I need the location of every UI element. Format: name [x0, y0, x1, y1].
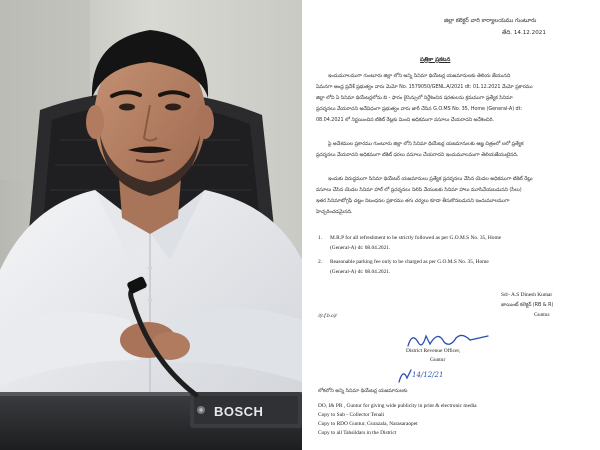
- list-item-1-line-1: M.R.P for all refreshment to be strictly followed as per G.O.M.S No. 35, Home: [330, 235, 502, 241]
- subject-heading: పత్రికా ప్రకటన: [420, 57, 451, 63]
- signatory-place: Guntur.: [534, 312, 551, 318]
- paragraph-1-line-1: ఇందుమూలముగా గుంటూరు జిల్లా లోని అన్ని సినిమా థియేటర్ల యజమానులకు తెలియ జేయునది: [328, 73, 511, 79]
- paragraph-1-line-2: ఏమనగా ఆంధ్ర ప్రదేశ్ ప్రభుత్వం వారు మెమో No. 1579050/GENL.A/2021 dt: 01.12.2021 మేమో ప్రకారము: [316, 84, 533, 90]
- list-item-1-number: 1.: [318, 235, 323, 241]
- press-release-document: [304, 0, 600, 450]
- dro-place: Guntur: [430, 357, 446, 363]
- paragraph-2-line-1: పై అదేశముల ప్రకారము గుంటూరు జిల్లా లోని సినిమా థియేటర్ల యజమానులకు ఆజ్ఞ చిత్రంలో లలో ప్రత్యేక: [328, 141, 524, 147]
- addressed-to: లోకలోని అన్ని సినిమా థియేటర్ల యజమానులకు: [318, 388, 408, 394]
- paragraph-1-line-3: జిల్లా లోని ఏ సినిమా థియేటర్లలోను బి - ఫారం లైసెన్సులో నిర్దేశించిన షరతులను క్రమముగా ప్రత్యేక సినిమా: [316, 95, 513, 101]
- paragraph-3-line-3: ఇతర సినిమాటోగ్రఫీ చట్టం నిబంధనల ప్రకారము తగు చర్యలు కూడా తీసుకొనబడునని ఇందుమూలముగా: [316, 198, 510, 204]
- list-item-2-number: 2.: [318, 259, 323, 265]
- paragraph-1-line-4: ప్రదర్శనలు వేయరాదని అదేవిధంగా ప్రభుత్వం వారు జారీ చేసిన G.O.MS No. 35, Home (General-A) dt:: [316, 106, 523, 112]
- copy-line-4: Copy to all Tahsildars in the District: [318, 430, 397, 436]
- office-title: జిల్లా కలెక్టర్ వారి కార్యాలయము గుంటూరు: [444, 18, 537, 24]
- dro-title: District Revenue Officer,: [406, 348, 461, 354]
- panel-divider: [302, 0, 304, 450]
- list-item-2-line-1: Reasonable parking fee only to be charged as per G.O.M.S No. 35, Home: [330, 259, 489, 265]
- true-copy-mark: /(t.f.b.o)/: [318, 313, 338, 319]
- document-date: తేది. 14.12.2021: [502, 30, 546, 36]
- copy-line-1: DO, I& PR , Guntur for giving wide publicity in print & electronic media: [318, 403, 477, 409]
- signatory-name: Sd/- A.S Dinesh Kumar: [501, 292, 553, 298]
- paragraph-2-line-2: ప్రదర్శనలు వేయరాదని అధికముగా టికెట్ ధరలు వసూలు చేయరాదని ఇందుమూలముగా తెలియజేయుటైనది.: [316, 152, 519, 158]
- paragraph-1-line-5: 08.04.2021 లో నిర్ణయించిన టికెట్ రేట్లకు మించి అధికముగా వసూలు చేయరాదని అదేశించిరి.: [316, 117, 494, 123]
- list-item-1-line-2: (General-A) dt: 08.04.2021.: [330, 245, 391, 251]
- signatory-designation: జాయింట్ కలెక్టర్ (RB & R): [501, 302, 554, 308]
- signature-date: 14/12/21: [412, 371, 444, 379]
- paragraph-3-line-1: ఇందుకు విరుద్ధముగా సినిమా థియేటర్ యజమానులు ప్రత్యేక ప్రదర్శనలు వేసిన యెడల అధికముగా టికెట్ రేట్లు: [328, 176, 533, 182]
- mic-brand-label: BOSCH: [214, 404, 264, 419]
- list-item-2-line-2: (General-A) dt: 08.04.2021.: [330, 269, 391, 275]
- copy-line-2: Copy to Sub - Collector Tenali: [318, 412, 385, 418]
- paragraph-3-line-2: వసూలు చేసిన యెడల సినిమా హాల్ లో ప్రదర్శనలు నిలిపి వేయుటకు సినిమా హాలు మూసివేయబడునని (సీలు): [316, 187, 522, 193]
- paragraph-3-line-4: హెచ్చరించడమైనది.: [316, 209, 353, 215]
- copy-line-3: Copy to RDO Guntur, Gurazala, Narasaraopet: [318, 421, 418, 427]
